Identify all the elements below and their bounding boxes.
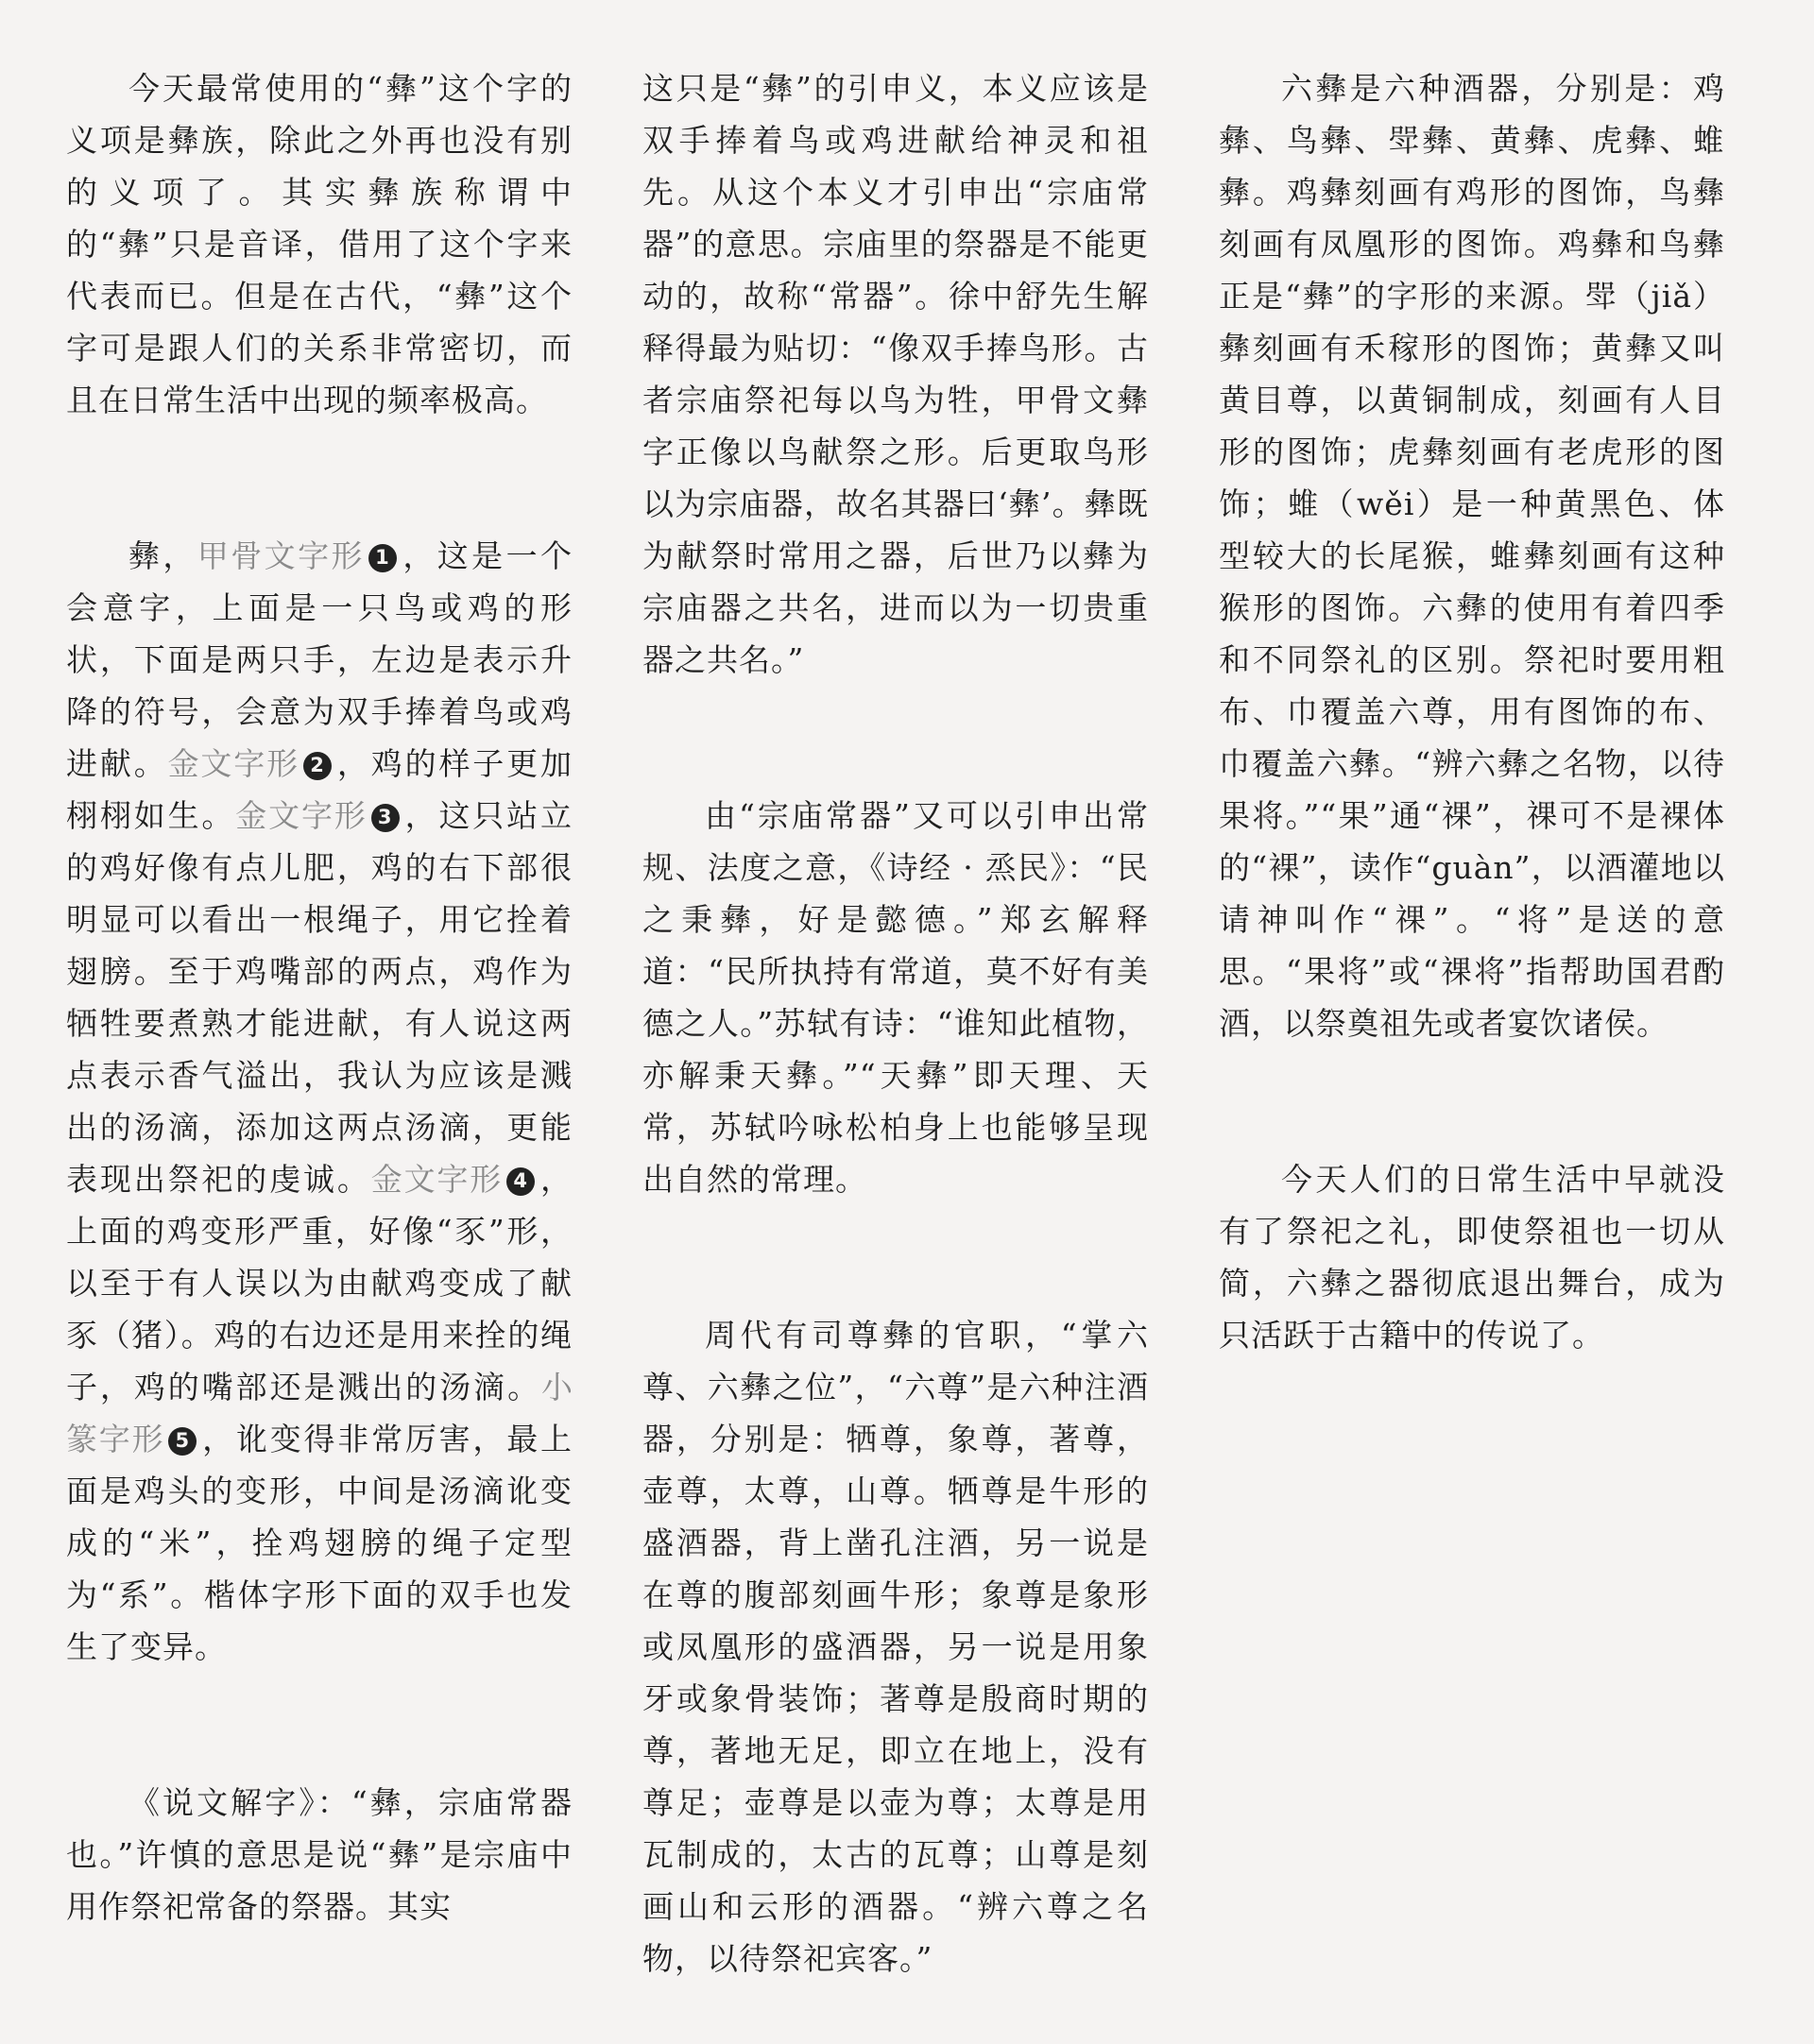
figure-number-1-icon: 1 bbox=[368, 544, 397, 572]
glyph-evolution-paragraph bbox=[66, 530, 573, 1673]
paragraph-gap bbox=[1219, 1049, 1725, 1153]
text-column-1 bbox=[66, 62, 573, 2044]
paragraph-text: 彝， bbox=[128, 537, 197, 574]
figure-number-3-icon: 3 bbox=[371, 804, 400, 832]
figure-number-5-icon: 5 bbox=[168, 1427, 197, 1456]
paragraph: 由“宗庙常器”又可以引申出常规、法度之意，《诗经 · 烝民》：“民之秉彝，好是懿德。”郑玄解释道：“民所执持有常道，莫不好有美德之人。”苏轼有诗：“谁知此植物，亦解秉天彝。”“天彝”即天理、天常，苏轼吟咏松柏身上也能够呈现出自然的常理。 bbox=[642, 797, 1149, 1198]
paragraph: 六彝是六种酒器，分别是：鸡彝、鸟彝、斝彝、黄彝、虎彝、蜼彝。鸡彝刻画有鸡形的图饰，鸟彝刻画有凤凰形的图饰。鸡彝和鸟彝正是“彝”的字形的来源。斝（jiǎ）彝刻画有禾稼形的图饰；黄彝又叫黄目尊，以黄铜制成，刻画有人目形的图饰；虎彝刻画有老虎形的图饰；蜼（wěi）是一种黄黑色、体型较大的长尾猴，蜼彝刻画有这种猴形的图饰。六彝的使用有着四季和不同祭礼的区别。祭祀时要用粗布、巾覆盖六尊，用有图饰的布、巾覆盖六彝。“辨六彝之名物，以待果将。”“果”通“祼”，祼可不是裸体的“裸”，读作“guàn”，以酒灌地以请神叫作“祼”。“将”是送的意思。“果将”或“祼将”指帮助国君酌酒，以祭奠祖先或者宴饮诸侯。 bbox=[1219, 70, 1725, 1042]
oracle-bone-form-label: 甲骨文字形 bbox=[197, 537, 365, 574]
bronze-form-label: 金文字形 bbox=[167, 745, 300, 782]
paragraph-text: ，讹变得非常厉害，最上面是鸡头的变形，中间是汤滴讹变成的“米”，拴鸡翅膀的绳子定型为“系”。楷体字形下面的双手也发生了变异。 bbox=[66, 1421, 573, 1665]
figure-number-4-icon: 4 bbox=[506, 1167, 535, 1196]
continued-paragraph: 这只是“彝”的引申义，本义应该是双手捧着鸟或鸡进献给神灵和祖先。从这个本义才引申出“宗庙常器”的意思。宗庙里的祭器是不能更动的，故称“常器”。徐中舒先生解释得最为贴切：“像双手捧鸟形。古者宗庙祭祀每以鸟为牲，甲骨文彝字正像以鸟献祭之形。后更取鸟形以为宗庙器，故名其器曰‘彝’。彝既为献祭时常用之器，后世乃以彝为宗庙器之共名，进而以为一切贵重器之共名。” bbox=[642, 70, 1149, 678]
paragraph: 周代有司尊彝的官职，“掌六尊、六彝之位”，“六尊”是六种注酒器，分别是：牺尊，象尊，著尊，壶尊，太尊，山尊。牺尊是牛形的盛酒器，背上凿孔注酒，另一说是在尊的腹部刻画牛形；象尊是象形或凤凰形的盛酒器，另一说是用象牙或象骨装饰；著尊是殷商时期的尊，著地无足，即立在地上，没有尊足；壶尊是以壶为尊；太尊是用瓦制成的，太古的瓦尊；山尊是刻画山和云形的酒器。“辨六尊之名物，以待祭祀宾客。” bbox=[642, 1317, 1149, 1977]
paragraph-gap bbox=[66, 1673, 573, 1777]
text-column-3 bbox=[1219, 62, 1725, 2044]
figure-number-2-icon: 2 bbox=[303, 752, 332, 780]
paragraph: 《说文解字》：“彝，宗庙常器也。”许慎的意思是说“彝”是宗庙中用作祭祀常备的祭器。其实 bbox=[66, 1784, 573, 1925]
paragraph-text: ，上面的鸡变形严重，好像“豕”形，以至于有人误以为由献鸡变成了献豕（猪）。鸡的右边还是用来拴的绳子，鸡的嘴部还是溅出的汤滴。 bbox=[66, 1161, 573, 1405]
paragraph-text: ，鸡的样子更加栩栩如生。 bbox=[66, 745, 573, 834]
paragraph: 今天人们的日常生活中早就没有了祭祀之礼，即使祭祖也一切从简，六彝之器彻底退出舞台，成为只活跃于古籍中的传说了。 bbox=[1219, 1161, 1725, 1354]
paragraph-text: ，这是一个会意字，上面是一只鸟或鸡的形状，下面是两只手，左边是表示升降的符号，会意为双手捧着鸟或鸡进献。 bbox=[66, 537, 573, 782]
bronze-form-label: 金文字形 bbox=[235, 797, 368, 834]
paragraph-gap bbox=[66, 426, 573, 530]
paragraph: 今天最常使用的“彝”这个字的义项是彝族，除此之外再也没有别的义项了。其实彝族称谓中的“彝”只是音译，借用了这个字来代表而已。但是在古代，“彝”这个字可是跟人们的关系非常密切，而且在日常生活中出现的频率极高。 bbox=[66, 70, 573, 418]
paragraph-gap bbox=[642, 1205, 1149, 1309]
small-seal-form-label: 小篆字形 bbox=[66, 1369, 573, 1457]
text-column-2 bbox=[642, 62, 1149, 2044]
paragraph-text: ，这只站立的鸡好像有点儿肥，鸡的右下部很明显可以看出一根绳子，用它拴着翅膀。至于鸡嘴部的两点，鸡作为牺牲要煮熟才能进献，有人说这两点表示香气溢出，我认为应该是溅出的汤滴，添加这两点汤滴，更能表现出祭祀的虔诚。 bbox=[66, 797, 573, 1198]
bronze-form-label: 金文字形 bbox=[370, 1161, 504, 1198]
paragraph-gap bbox=[642, 686, 1149, 790]
